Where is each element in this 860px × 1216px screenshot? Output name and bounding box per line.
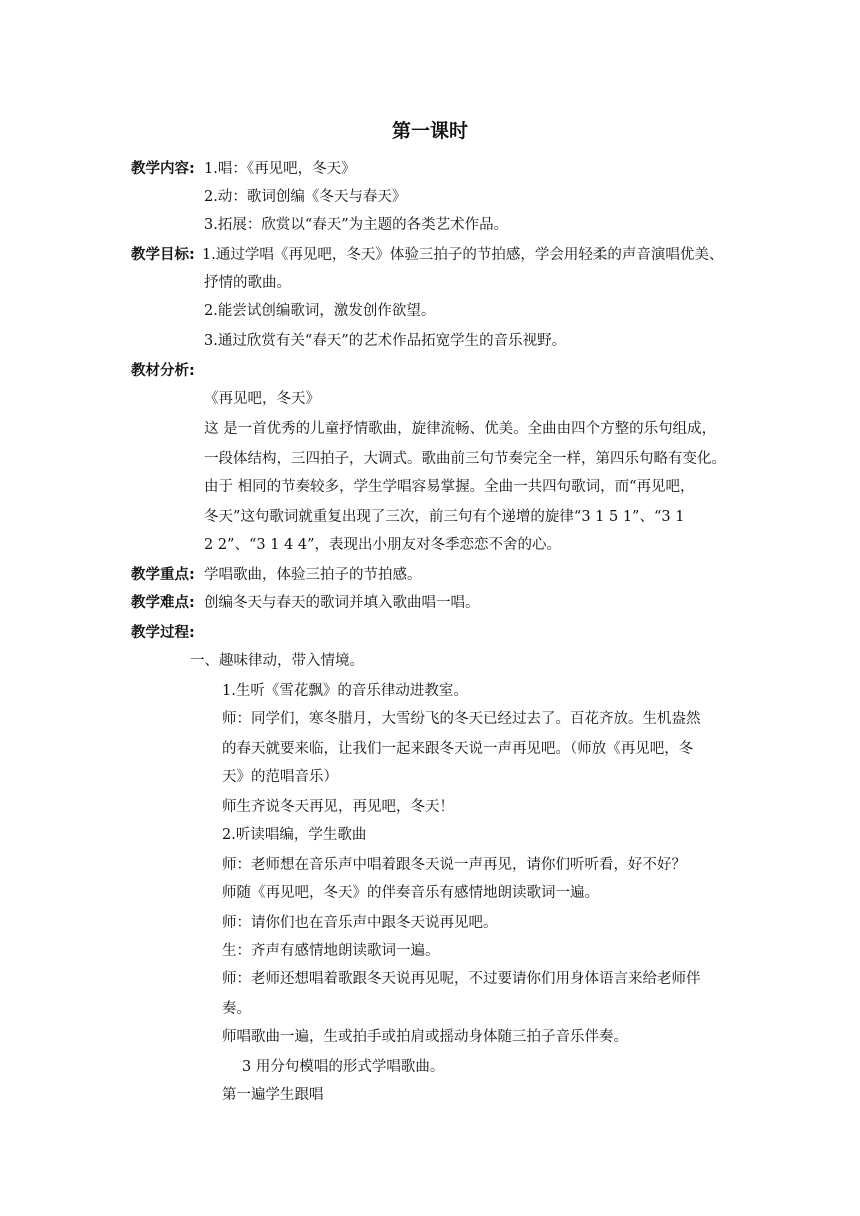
analysis-line: 由于 相同的节奏较多，学生学唱容易掌握。全曲一共四句歌词，而“再见吧，: [204, 479, 695, 495]
content-item-2: 2.动：歌词创编《冬天与春天》: [204, 189, 407, 205]
process-step: 2.听读唱编，学生歌曲: [222, 827, 367, 843]
objective-line: 1.通过学唱《再见吧，冬天》体验三拍子的节拍感，学会用轻柔的声音演唱优美、: [202, 247, 724, 263]
process-line: 师随《再见吧，冬天》的伴奏音乐有感情地朗读歌词一遍。: [222, 885, 599, 901]
process-line: 奏。: [222, 1001, 251, 1017]
process-line: 师：同学们，寒冬腊月，大雪纷飞的冬天已经过去了。百花齐放。生机盎然: [222, 711, 701, 727]
analysis-song-title: 《再见吧，冬天》: [204, 391, 320, 407]
objective-line: 3.通过欣赏有关“春天”的艺术作品拓宽学生的音乐视野。: [204, 333, 567, 349]
process-label: 教学过程:: [131, 625, 195, 641]
page-title: 第一课时: [391, 120, 468, 142]
analysis-line: 2 2”、“3 1 4 4”，表现出小朋友对冬季恋恋不舍的心。: [204, 537, 562, 553]
process-line: 的春天就要来临，让我们一起来跟冬天说一声再见吧。（师放《再见吧，冬: [222, 741, 694, 757]
process-line: 生：齐声有感情地朗读歌词一遍。: [222, 943, 440, 959]
process-step: 3 用分句模唱的形式学唱歌曲。: [242, 1059, 445, 1075]
analysis-line: 这 是一首优秀的儿童抒情歌曲，旋律流畅、优美。全曲由四个方整的乐句组成，: [204, 421, 717, 437]
process-line: 第一遍学生跟唱: [222, 1087, 324, 1103]
process-section-heading: 一、趣味律动，带入情境。: [190, 653, 364, 669]
content-label: 教学内容:: [131, 161, 195, 177]
process-line: 师生齐说冬天再见，再见吧，冬天！: [222, 799, 454, 815]
process-line: 师：老师想在音乐声中唱着跟冬天说一声再见，请你们听听看，好不好？: [222, 857, 686, 873]
objective-line: 抒情的歌曲。: [204, 275, 291, 291]
analysis-label: 教材分析:: [131, 363, 195, 379]
key-point-label: 教学重点:: [131, 567, 195, 583]
objectives-label: 教学目标:: [131, 247, 195, 263]
process-line: 师唱歌曲一遍，生或拍手或拍肩或摇动身体随三拍子音乐伴奏。: [222, 1029, 628, 1045]
analysis-line: 冬天”这句歌词就重复出现了三次，前三句有个递增的旋律“3 1 5 1”、“3 1: [204, 509, 685, 525]
analysis-line: 一段体结构，三四拍子，大调式。歌曲前三句节奏完全一样，第四乐句略有变化。: [204, 451, 726, 467]
difficulty-label: 教学难点:: [131, 595, 195, 611]
objective-line: 2.能尝试创编歌词，激发创作欲望。: [204, 303, 436, 319]
key-point-text: 学唱歌曲，体验三拍子的节拍感。: [204, 567, 422, 583]
difficulty-text: 创编冬天与春天的歌词并填入歌曲唱一唱。: [204, 595, 480, 611]
content-item-3: 3.拓展：欣赏以“春天”为主题的各类艺术作品。: [204, 217, 509, 233]
process-line: 师：请你们也在音乐声中跟冬天说再见吧。: [222, 915, 498, 931]
process-line: 师：老师还想唱着歌跟冬天说再见呢，不过要请你们用身体语言来给老师伴: [222, 971, 701, 987]
process-step: 1.生听《雪花飘》的音乐律动进教室。: [222, 683, 468, 699]
content-item-1: 1.唱：《再见吧，冬天》: [204, 161, 356, 177]
process-line: 天》的范唱音乐）: [222, 769, 338, 785]
